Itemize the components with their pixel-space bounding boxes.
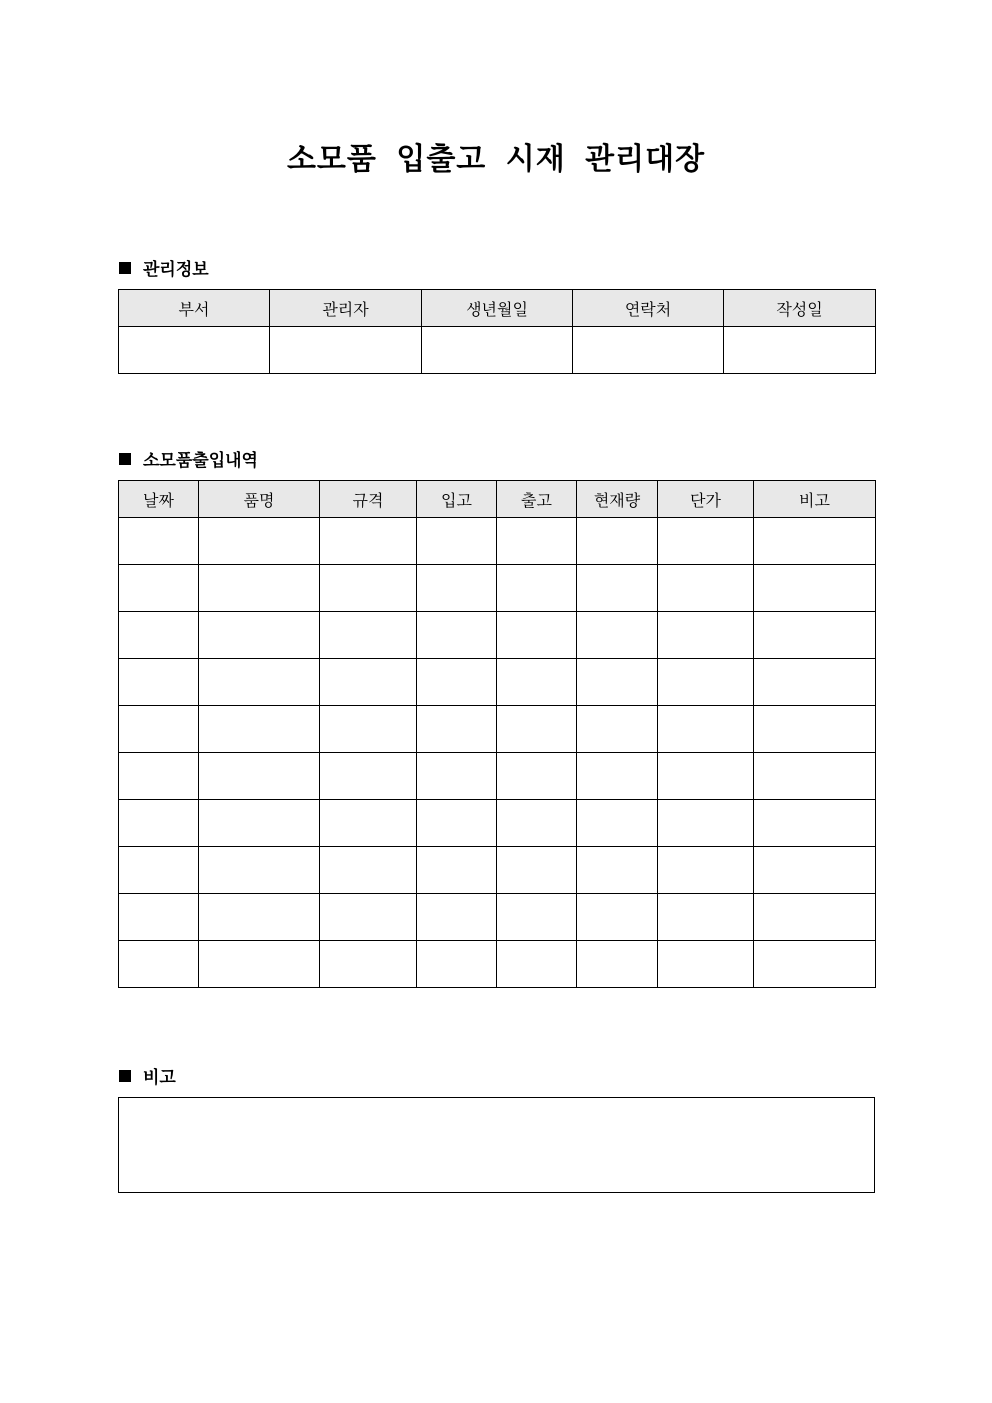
ledger-header-spec: 규격: [320, 481, 417, 518]
ledger-cell-spec[interactable]: [320, 565, 417, 612]
ledger-cell-current-qty[interactable]: [577, 847, 658, 894]
table-row: [119, 565, 876, 612]
ledger-cell-current-qty[interactable]: [577, 706, 658, 753]
ledger-cell-current-qty[interactable]: [577, 612, 658, 659]
info-table: [118, 289, 876, 374]
ledger-cell-current-qty[interactable]: [577, 941, 658, 988]
ledger-cell-item-name[interactable]: [199, 847, 320, 894]
section-heading-info: [119, 255, 209, 280]
square-bullet-icon: [119, 1070, 131, 1082]
ledger-cell-remarks[interactable]: [754, 941, 876, 988]
ledger-header-out: 출고: [497, 481, 577, 518]
ledger-cell-spec[interactable]: [320, 518, 417, 565]
ledger-cell-current-qty[interactable]: [577, 565, 658, 612]
ledger-cell-date[interactable]: [119, 659, 199, 706]
ledger-cell-remarks[interactable]: [754, 565, 876, 612]
note-box[interactable]: [118, 1097, 875, 1193]
ledger-cell-unit-price[interactable]: [658, 659, 754, 706]
ledger-cell-remarks[interactable]: [754, 847, 876, 894]
ledger-cell-remarks[interactable]: [754, 518, 876, 565]
ledger-cell-item-name[interactable]: [199, 612, 320, 659]
ledger-cell-item-name[interactable]: [199, 800, 320, 847]
ledger-cell-out[interactable]: [497, 518, 577, 565]
ledger-header-item-name: 품명: [199, 481, 320, 518]
info-header-contact: 연락처: [573, 290, 724, 327]
ledger-cell-out[interactable]: [497, 894, 577, 941]
ledger-cell-in[interactable]: [417, 894, 497, 941]
ledger-cell-date[interactable]: [119, 518, 199, 565]
ledger-header-unit-price: 단가: [658, 481, 754, 518]
info-cell-contact[interactable]: [573, 327, 724, 374]
ledger-cell-in[interactable]: [417, 612, 497, 659]
ledger-cell-date[interactable]: [119, 894, 199, 941]
ledger-cell-in[interactable]: [417, 753, 497, 800]
ledger-cell-remarks[interactable]: [754, 612, 876, 659]
square-bullet-icon: [119, 262, 131, 274]
info-table-row: [119, 327, 876, 374]
ledger-cell-in[interactable]: [417, 518, 497, 565]
ledger-cell-spec[interactable]: [320, 800, 417, 847]
info-header-department: 부서: [119, 290, 270, 327]
ledger-cell-out[interactable]: [497, 706, 577, 753]
info-cell-department[interactable]: [119, 327, 270, 374]
ledger-cell-spec[interactable]: [320, 659, 417, 706]
ledger-cell-spec[interactable]: [320, 753, 417, 800]
ledger-cell-date[interactable]: [119, 800, 199, 847]
table-row: [119, 894, 876, 941]
ledger-cell-spec[interactable]: [320, 847, 417, 894]
ledger-cell-date[interactable]: [119, 847, 199, 894]
ledger-header-in: 입고: [417, 481, 497, 518]
ledger-cell-item-name[interactable]: [199, 565, 320, 612]
ledger-cell-unit-price[interactable]: [658, 518, 754, 565]
ledger-header-remarks: 비고: [754, 481, 876, 518]
info-cell-date-written[interactable]: [724, 327, 876, 374]
ledger-cell-date[interactable]: [119, 612, 199, 659]
ledger-cell-unit-price[interactable]: [658, 847, 754, 894]
document-title: 소모품 입출고 시재 관리대장: [286, 142, 706, 177]
ledger-cell-item-name[interactable]: [199, 894, 320, 941]
square-bullet-icon: [119, 453, 131, 465]
ledger-cell-unit-price[interactable]: [658, 612, 754, 659]
ledger-cell-remarks[interactable]: [754, 706, 876, 753]
ledger-header-current-qty: 현재량: [577, 481, 658, 518]
ledger-cell-date[interactable]: [119, 706, 199, 753]
info-header-manager: 관리자: [270, 290, 422, 327]
ledger-cell-unit-price[interactable]: [658, 941, 754, 988]
ledger-cell-out[interactable]: [497, 659, 577, 706]
table-row: [119, 706, 876, 753]
ledger-cell-in[interactable]: [417, 941, 497, 988]
ledger-cell-unit-price[interactable]: [658, 800, 754, 847]
ledger-cell-in[interactable]: [417, 800, 497, 847]
info-header-date-written: 작성일: [724, 290, 876, 327]
ledger-cell-spec[interactable]: [320, 941, 417, 988]
ledger-cell-in[interactable]: [417, 706, 497, 753]
ledger-cell-item-name[interactable]: [199, 941, 320, 988]
ledger-cell-remarks[interactable]: [754, 659, 876, 706]
ledger-cell-remarks[interactable]: [754, 800, 876, 847]
ledger-cell-in[interactable]: [417, 565, 497, 612]
ledger-cell-item-name[interactable]: [199, 518, 320, 565]
ledger-cell-current-qty[interactable]: [577, 894, 658, 941]
table-row: [119, 612, 876, 659]
ledger-cell-current-qty[interactable]: [577, 659, 658, 706]
ledger-cell-out[interactable]: [497, 612, 577, 659]
ledger-table: [118, 480, 876, 988]
ledger-cell-remarks[interactable]: [754, 753, 876, 800]
info-header-birthdate: 생년월일: [422, 290, 573, 327]
ledger-cell-spec[interactable]: [320, 706, 417, 753]
ledger-cell-in[interactable]: [417, 659, 497, 706]
ledger-cell-remarks[interactable]: [754, 894, 876, 941]
ledger-cell-unit-price[interactable]: [658, 753, 754, 800]
table-row: [119, 847, 876, 894]
ledger-cell-out[interactable]: [497, 847, 577, 894]
section-heading-ledger-label: 소모품출입내역: [143, 451, 258, 471]
ledger-cell-in[interactable]: [417, 847, 497, 894]
table-row: [119, 753, 876, 800]
ledger-cell-spec[interactable]: [320, 612, 417, 659]
ledger-cell-item-name[interactable]: [199, 753, 320, 800]
info-cell-manager[interactable]: [270, 327, 422, 374]
table-row: [119, 659, 876, 706]
table-row: [119, 518, 876, 565]
ledger-cell-unit-price[interactable]: [658, 894, 754, 941]
table-row: [119, 941, 876, 988]
ledger-table-header-row: [119, 481, 876, 518]
ledger-cell-item-name[interactable]: [199, 659, 320, 706]
ledger-cell-current-qty[interactable]: [577, 753, 658, 800]
ledger-cell-out[interactable]: [497, 941, 577, 988]
ledger-cell-current-qty[interactable]: [577, 800, 658, 847]
ledger-cell-unit-price[interactable]: [658, 565, 754, 612]
ledger-cell-current-qty[interactable]: [577, 518, 658, 565]
ledger-cell-out[interactable]: [497, 800, 577, 847]
section-heading-info-label: 관리정보: [143, 260, 209, 280]
ledger-header-date: 날짜: [119, 481, 199, 518]
ledger-cell-out[interactable]: [497, 753, 577, 800]
ledger-cell-date[interactable]: [119, 941, 199, 988]
ledger-cell-item-name[interactable]: [199, 706, 320, 753]
ledger-cell-date[interactable]: [119, 753, 199, 800]
ledger-cell-date[interactable]: [119, 565, 199, 612]
section-heading-note: [119, 1063, 176, 1088]
ledger-cell-unit-price[interactable]: [658, 706, 754, 753]
info-cell-birthdate[interactable]: [422, 327, 573, 374]
info-table-header-row: [119, 290, 876, 327]
ledger-cell-out[interactable]: [497, 565, 577, 612]
section-heading-ledger: [119, 446, 258, 471]
section-heading-note-label: 비고: [143, 1068, 176, 1088]
ledger-cell-spec[interactable]: [320, 894, 417, 941]
table-row: [119, 800, 876, 847]
